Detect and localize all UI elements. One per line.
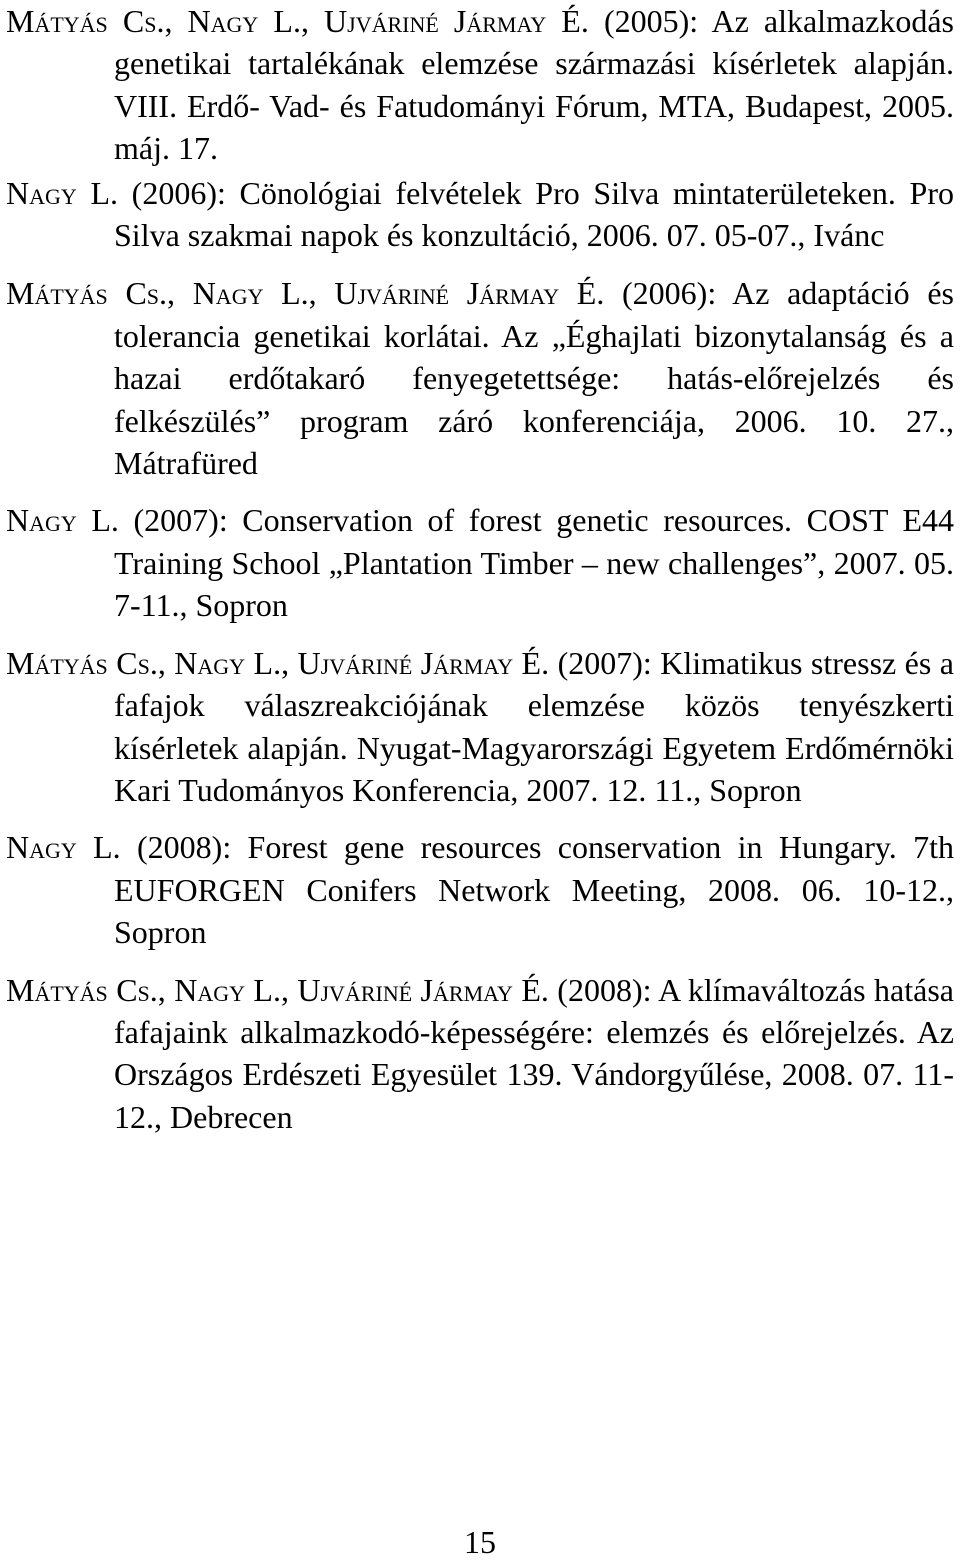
reference-text: (2008): A klímaváltozás hatása fafajaink alkalmazkodó-képességére: elemzés és előrejelzés. Az Országos Erdészeti Egyesület 139. Vándorgyűlése, 2008. 07. 11-12., Debrecen [114, 971, 955, 1135]
page-number: 15 [464, 1524, 496, 1560]
reference-item [6, 172, 954, 257]
reference-text: (2007): Klimatikus stressz és a fafajok válaszreakciójának elemzése közös tenyészkerti kísérletek alapján. Nyugat-Magyarországi Egyetem Erdőmérnöki Kari Tudományos Konferencia, 2007. 12. 11., Sopron [114, 644, 955, 808]
reference-authors: Mátyás Cs., Nagy L., Ujváriné Jármay É. [6, 275, 605, 312]
reference-authors: Mátyás Cs., Nagy L., Ujváriné Jármay É. [6, 971, 549, 1008]
reference-text: (2006): Az adaptáció és tolerancia genetikai korlátai. Az „Éghajlati bizonytalanság és a hazai erdőtakaró fenyegetettsége: hatás-előrejelzés és felkészülés” program záró konferenciája, 2006. 10. 27., Mátrafüred [114, 275, 955, 482]
reference-item [6, 0, 954, 170]
reference-text: (2008): Forest gene resources conservation in Hungary. 7th EUFORGEN Conifers Network Meeting, 2008. 06. 10-12., Sopron [114, 829, 955, 951]
reference-text: (2006): Cönológiai felvételek Pro Silva mintaterületeken. Pro Silva szakmai napok és konzultáció, 2006. 07. 05-07., Ivánc [114, 174, 954, 254]
reference-authors: Mátyás Cs., Nagy L., Ujváriné Jármay É. [6, 644, 550, 681]
reference-authors: Nagy L. [6, 502, 119, 539]
reference-item [6, 272, 954, 484]
reference-list [6, 0, 954, 1138]
reference-item [6, 969, 954, 1139]
reference-item [6, 499, 954, 626]
reference-authors: Mátyás Cs., Nagy L., Ujváriné Jármay É. [6, 3, 589, 39]
reference-authors: Nagy L. [6, 174, 118, 211]
reference-text: (2005): Az alkalmazkodás genetikai tartalékának elemzése származási kísérletek alapján. VIII. Erdő- Vad- és Fatudományi Fórum, MTA, Budapest, 2005. máj. 17. [114, 3, 955, 167]
reference-item [6, 826, 954, 953]
reference-item [6, 642, 954, 812]
reference-authors: Nagy L. [6, 829, 121, 866]
reference-text: (2007): Conservation of forest genetic resources. COST E44 Training School „Plantation Timber – new challenges”, 2007. 05. 7-11., Sopron [114, 502, 955, 624]
